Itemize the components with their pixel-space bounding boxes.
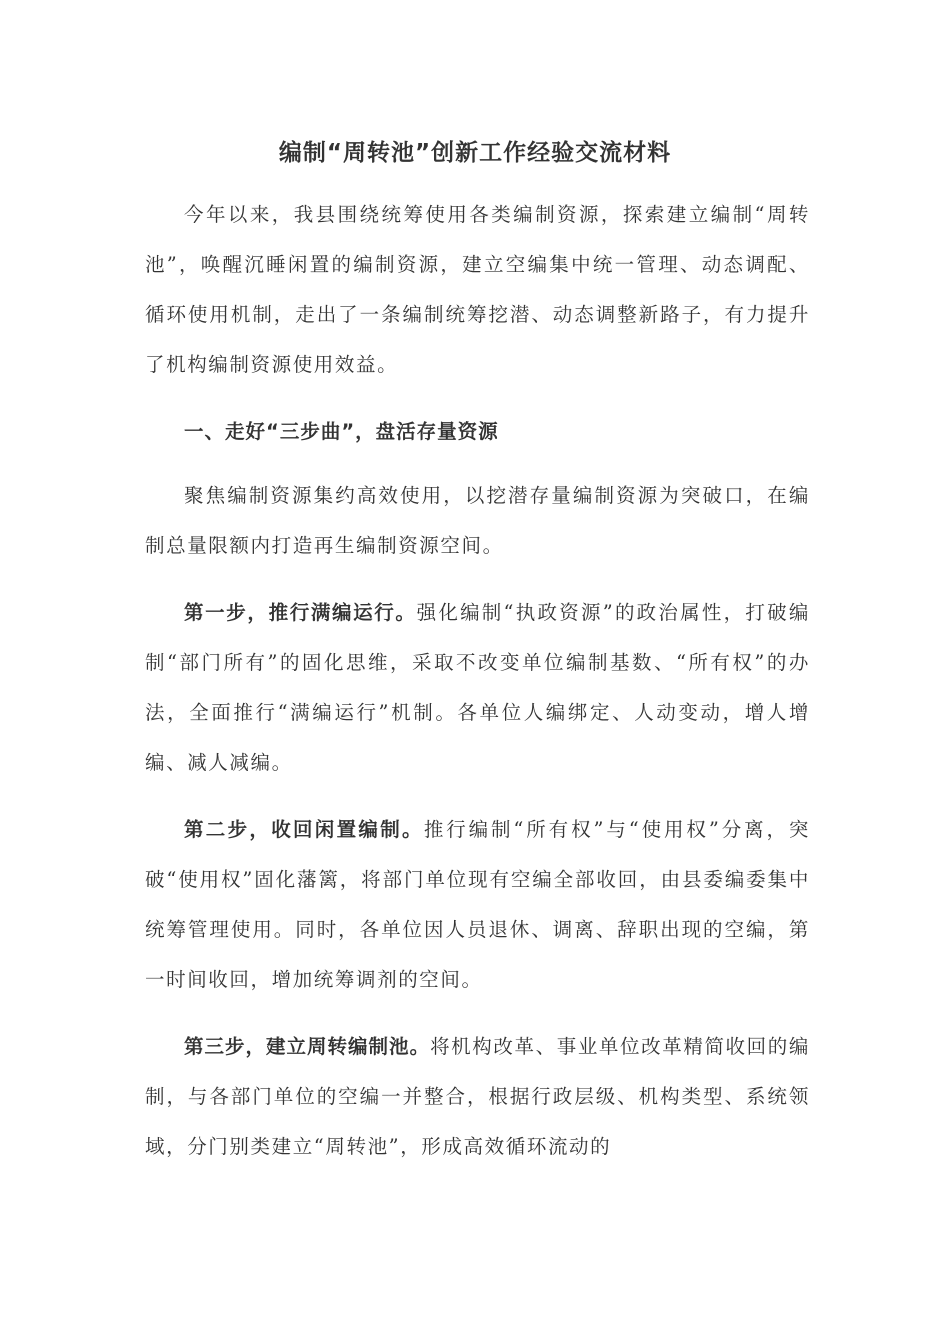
step-3-paragraph [145,1022,810,1172]
step-2-paragraph [145,805,810,1005]
document-title: 编制“周转池”创新工作经验交流材料 [278,140,672,166]
step-3-lead: 第三步，建立周转编制池。 [184,1035,431,1058]
step-1-text: 强化编制“执政资源”的政治属性，打破编制“部门所有”的固化思维，采取不改变单位编制基数、“所有权”的办法，全面推行“满编运行”机制。各单位人编绑定、人动变动，增人增编、减人减编。 [145,601,810,774]
step-1-lead: 第一步，推行满编运行。 [184,601,417,624]
intro-paragraph: 今年以来，我县围绕统筹使用各类编制资源，探索建立编制“周转池”，唤醒沉睡闲置的编制资源，建立空编集中统一管理、动态调配、循环使用机制，走出了一条编制统筹挖潜、动态调整新路子，有力提升了机构编制资源使用效益。 [145,203,810,376]
document-body [145,190,810,1189]
step-3-text: 将机构改革、事业单位改革精简收回的编制，与各部门单位的空编一并整合，根据行政层级、机构类型、系统领域，分门别类建立“周转池”，形成高效循环流动的 [145,1035,810,1158]
section-summary-paragraph: 聚焦编制资源集约高效使用，以挖潜存量编制资源为突破口，在编制总量限额内打造再生编制资源空间。 [145,484,810,557]
step-1-paragraph [145,588,810,788]
step-2-lead: 第二步，收回闲置编制。 [184,818,424,841]
section-heading: 一、走好“三步曲”，盘活存量资源 [184,420,499,443]
step-2-text: 推行编制“所有权”与“使用权”分离，突破“使用权”固化藩篱，将部门单位现有空编全部收回，由县委编委集中统筹管理使用。同时，各单位因人员退休、调离、辞职出现的空编，第一时间收回，增加统筹调剂的空间。 [145,818,810,991]
